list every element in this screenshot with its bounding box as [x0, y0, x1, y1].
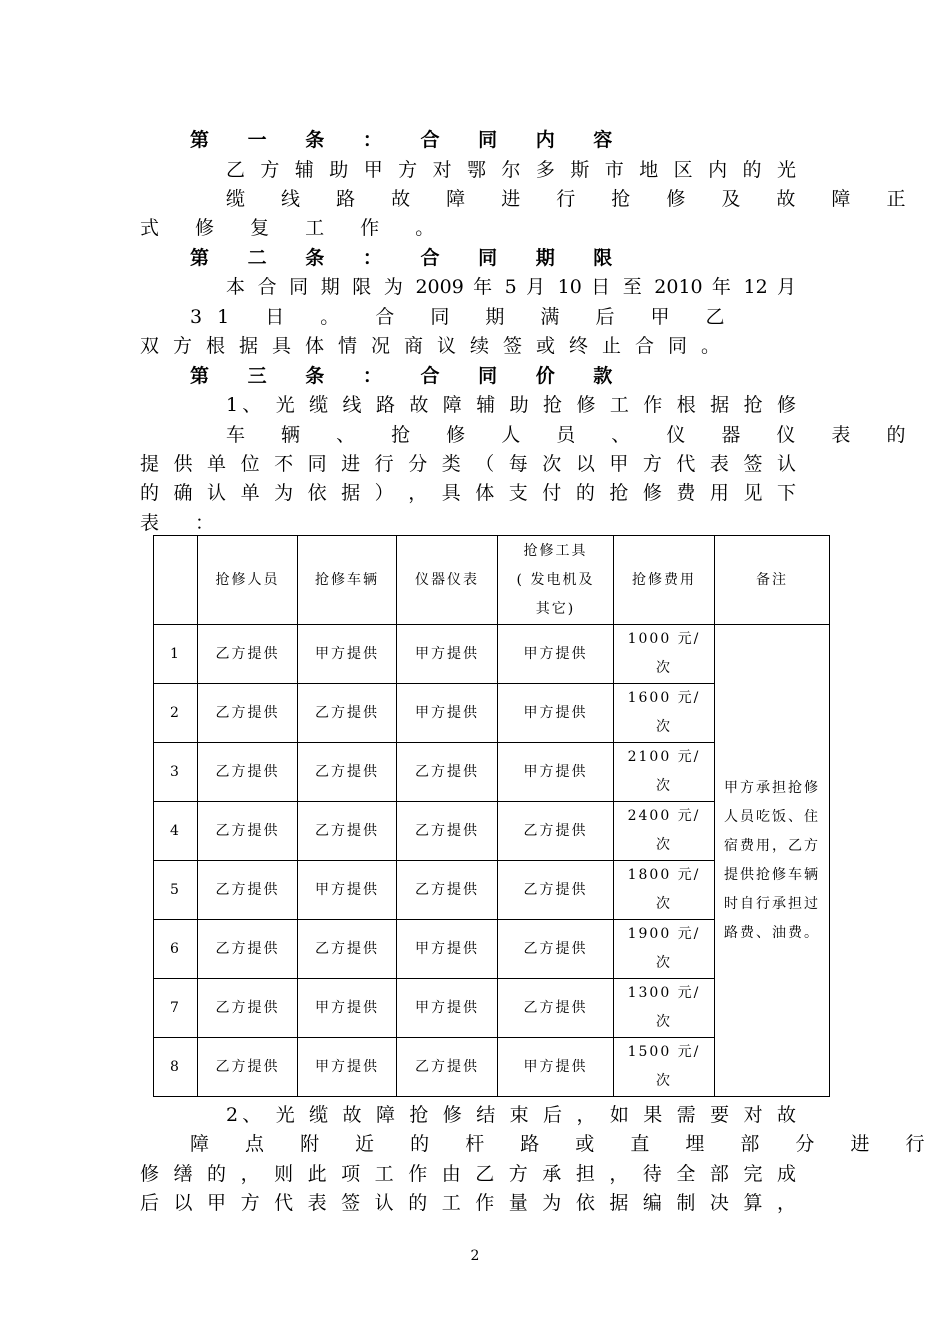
header-no	[154, 536, 198, 625]
cell-vehicle: 甲方提供	[298, 625, 397, 684]
article3-line5: 表 ：	[140, 512, 230, 534]
header-staff: 抢修人员	[198, 536, 298, 625]
cell-instrument: 乙方提供	[397, 861, 498, 920]
article1-line2: 缆 线 路 故 障 进 行 抢 修 及 故 障 正	[226, 188, 921, 210]
cell-vehicle: 甲方提供	[298, 861, 397, 920]
header-remark: 备注	[715, 536, 830, 625]
cell-fee	[614, 920, 715, 979]
fee-amount: 1300 元/	[627, 985, 701, 1001]
fee-unit: 次	[656, 896, 672, 912]
cell-instrument: 乙方提供	[397, 743, 498, 802]
fee-unit: 次	[656, 660, 672, 676]
article3-line3: 提 供 单 位 不 同 进 行 分 类 （ 每 次 以 甲 方 代 表 签 认	[140, 453, 796, 475]
cell-fee	[614, 861, 715, 920]
header-tools-line1: 抢修工具	[523, 542, 588, 559]
cell-instrument: 甲方提供	[397, 920, 498, 979]
fee-unit: 次	[656, 778, 672, 794]
fee-amount: 1900 元/	[627, 926, 701, 942]
header-tools-line3: 其它)	[535, 600, 576, 617]
cell-no: 3	[154, 743, 198, 802]
cell-no: 1	[154, 625, 198, 684]
cell-tools: 甲方提供	[498, 684, 614, 743]
cell-fee	[614, 743, 715, 802]
cell-no: 7	[154, 979, 198, 1038]
fee-amount: 1600 元/	[627, 690, 701, 706]
page-number: 2	[470, 1248, 480, 1264]
cell-staff: 乙方提供	[198, 684, 298, 743]
cell-remark: 甲方承担抢修人员吃饭、住宿费用，乙方提供抢修车辆时自行承担过路费、油费。	[715, 625, 830, 1097]
cell-instrument: 乙方提供	[397, 802, 498, 861]
cell-instrument: 甲方提供	[397, 979, 498, 1038]
item2-line4: 后 以 甲 方 代 表 签 认 的 工 作 量 为 依 据 编 制 决 算 ，	[140, 1192, 796, 1214]
cell-vehicle: 甲方提供	[298, 979, 397, 1038]
cell-tools: 乙方提供	[498, 979, 614, 1038]
cell-tools: 乙方提供	[498, 802, 614, 861]
cell-fee	[614, 802, 715, 861]
item2-line3: 修 缮 的 ， 则 此 项 工 作 由 乙 方 承 担 ， 待 全 部 完 成	[140, 1163, 796, 1185]
cell-staff: 乙方提供	[198, 1038, 298, 1097]
article3-heading: 第 三 条 ： 合 同 价 款	[190, 365, 629, 387]
article3-line1: 1、 光 缆 线 路 故 障 辅 助 抢 修 工 作 根 据 抢 修	[226, 394, 796, 416]
fee-unit: 次	[656, 955, 672, 971]
item2-line1: 2、 光 缆 故 障 抢 修 结 束 后 ， 如 果 需 要 对 故	[226, 1104, 796, 1126]
cell-no: 4	[154, 802, 198, 861]
cell-no: 2	[154, 684, 198, 743]
cell-tools: 乙方提供	[498, 861, 614, 920]
cell-tools: 乙方提供	[498, 920, 614, 979]
cell-staff: 乙方提供	[198, 861, 298, 920]
cell-fee	[614, 979, 715, 1038]
fee-table	[153, 535, 830, 1097]
fee-amount: 2400 元/	[627, 808, 701, 824]
item2-line2: 障 点 附 近 的 杆 路 或 直 埋 部 分 进 行	[190, 1133, 940, 1155]
fee-unit: 次	[656, 1014, 672, 1030]
cell-staff: 乙方提供	[198, 802, 298, 861]
header-fee: 抢修费用	[614, 536, 715, 625]
cell-staff: 乙方提供	[198, 625, 298, 684]
header-instrument: 仪器仪表	[397, 536, 498, 625]
header-tools-line2: ( 发电机及	[516, 571, 595, 588]
article1-line3: 式 修 复 工 作 。	[140, 217, 450, 239]
fee-amount: 2100 元/	[627, 749, 701, 765]
header-tools	[498, 536, 614, 625]
cell-no: 5	[154, 861, 198, 920]
cell-tools: 甲方提供	[498, 1038, 614, 1097]
fee-unit: 次	[656, 1073, 672, 1089]
article2-line3: 双 方 根 据 具 体 情 况 商 议 续 签 或 终 止 合 同 。	[140, 335, 720, 357]
table-header-row	[154, 536, 830, 625]
cell-staff: 乙方提供	[198, 979, 298, 1038]
cell-tools: 甲方提供	[498, 743, 614, 802]
cell-tools: 甲方提供	[498, 625, 614, 684]
fee-amount: 1800 元/	[627, 867, 701, 883]
table-row	[154, 625, 830, 684]
article2-line2: 31 日 。 合 同 期 满 后 甲 乙	[190, 306, 740, 328]
article3-line4: 的 确 认 单 为 依 据 ） ， 具 体 支 付 的 抢 修 费 用 见 下	[140, 482, 796, 504]
fee-unit: 次	[656, 719, 672, 735]
cell-fee	[614, 625, 715, 684]
fee-amount: 1000 元/	[627, 631, 701, 647]
article1-heading: 第 一 条 ： 合 同 内 容	[190, 129, 629, 151]
cell-staff: 乙方提供	[198, 743, 298, 802]
article1-line1: 乙 方 辅 助 甲 方 对 鄂 尔 多 斯 市 地 区 内 的 光	[226, 159, 796, 181]
cell-instrument: 甲方提供	[397, 625, 498, 684]
cell-vehicle: 乙方提供	[298, 802, 397, 861]
fee-unit: 次	[656, 837, 672, 853]
cell-vehicle: 乙方提供	[298, 743, 397, 802]
article2-line1: 本 合 同 期 限 为 2009 年 5 月 10 日 至 2010 年 12 月	[226, 276, 796, 298]
cell-fee	[614, 684, 715, 743]
cell-instrument: 甲方提供	[397, 684, 498, 743]
cell-vehicle: 甲方提供	[298, 1038, 397, 1097]
cell-staff: 乙方提供	[198, 920, 298, 979]
article2-heading: 第 二 条 ： 合 同 期 限	[190, 247, 629, 269]
fee-amount: 1500 元/	[627, 1044, 701, 1060]
cell-fee	[614, 1038, 715, 1097]
cell-no: 8	[154, 1038, 198, 1097]
cell-instrument: 乙方提供	[397, 1038, 498, 1097]
cell-no: 6	[154, 920, 198, 979]
cell-vehicle: 乙方提供	[298, 920, 397, 979]
header-vehicle: 抢修车辆	[298, 536, 397, 625]
cell-vehicle: 乙方提供	[298, 684, 397, 743]
article3-line2: 车 辆 、 抢 修 人 员 、 仪 器 仪 表 的	[226, 424, 921, 446]
